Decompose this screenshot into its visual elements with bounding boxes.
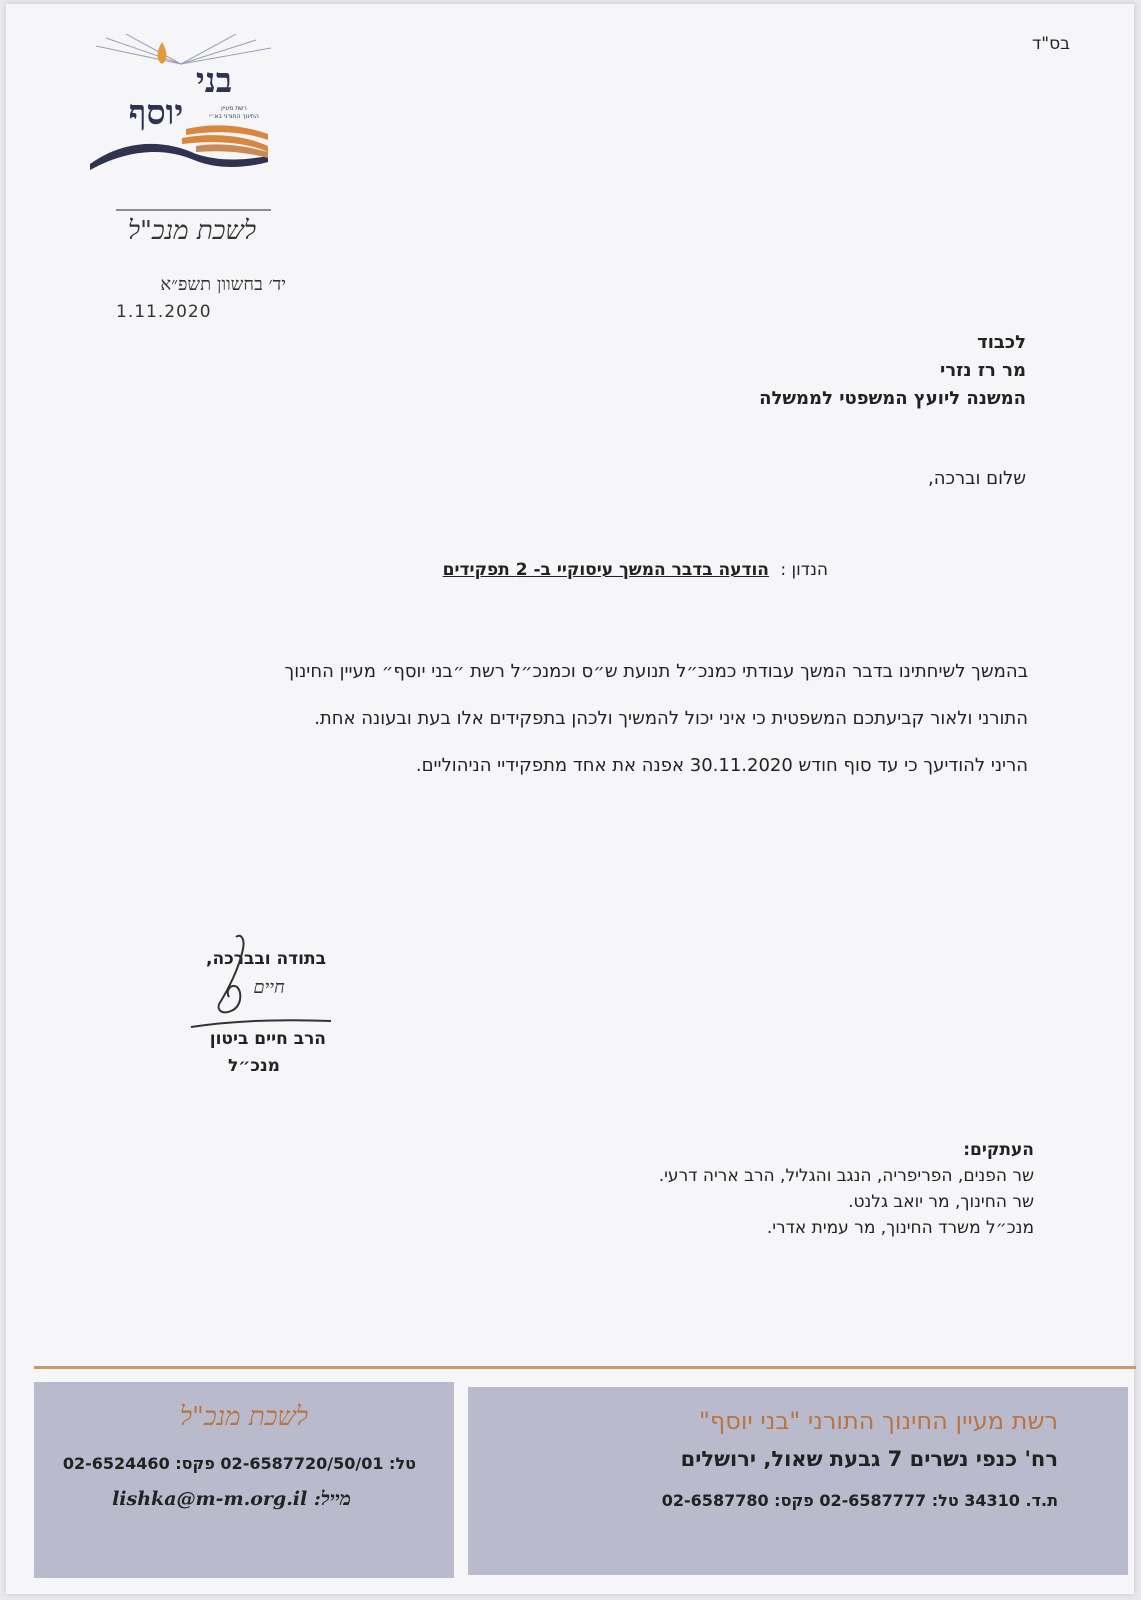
body-paragraph: בהמשך לשיחתינו בדבר המשך עבודתי כמנכ״ל תנועת ש״ס וכמנכ״ל רשת ״בני יוסף״ מעיין החינוך (284, 661, 1028, 682)
svg-text:בני: בני (195, 61, 233, 101)
footer-network-contact: ת.ד. 34310 טל: 02-6587777 פקס: 02-6587780 (661, 1491, 1058, 1510)
footer-divider (34, 1366, 1136, 1369)
letter-body (128, 648, 1028, 789)
signer-title: מנכ״ל (228, 1056, 280, 1076)
hebrew-date: יד׳ בחשוון תשפ״א (160, 274, 286, 295)
body-paragraph: התורני ולאור קביעתכם המשפטית כי איני יכול להמשיך ולכהן בתפקידים אלו בעת ובעונה אחת. (314, 708, 1028, 729)
addressee-name: מר רז נזרי (940, 360, 1026, 381)
svg-text:יוסף: יוסף (128, 93, 184, 133)
copies-block (474, 1137, 1034, 1241)
copies-item: מנכ״ל משרד החינוך, מר עמית אדרי. (766, 1218, 1034, 1238)
copies-header: העתקים: (963, 1140, 1034, 1160)
svg-text:החינוך התורני בא״י: החינוך התורני בא״י (209, 113, 259, 120)
copies-item: שר הפנים, הפריפריה, הנגב והגליל, הרב אריה דרעי. (658, 1166, 1034, 1186)
bsd-mark: בס"ד (1032, 34, 1070, 54)
footer-office-title: לשכת מנכ"ל (179, 1402, 308, 1432)
office-title: לשכת מנכ"ל (127, 216, 256, 246)
footer-office-phones: טל: 02-6587720/50/01 פקס: 02-6524460 (62, 1454, 416, 1473)
gregorian-date: 1.11.2020 (116, 302, 212, 322)
subject-text: הודעה בדבר המשך עיסוקיי ב- 2 תפקידים (442, 560, 769, 580)
svg-text:רשת מעיין: רשת מעיין (221, 105, 247, 112)
footer-office-box (34, 1382, 454, 1578)
footer-network-box (468, 1387, 1128, 1575)
body-paragraph: הריני להודיעך כי עד סוף חודש 30.11.2020 אפנה את אחד מתפקידיי הניהוליים. (415, 755, 1028, 776)
svg-text:חיים: חיים (253, 977, 285, 998)
bnei-yosef-logo (86, 34, 276, 179)
letter-page (6, 4, 1134, 1594)
addressee-title: המשנה ליועץ המשפטי לממשלה (759, 388, 1026, 409)
subject-line (443, 560, 828, 580)
addressee-salutation: לכבוד (977, 332, 1026, 353)
footer-network-address: רח' כנפי נשרים 7 גבעת שאול, ירושלים (680, 1447, 1058, 1471)
copies-item: שר החינוך, מר יואב גלנט. (848, 1192, 1034, 1212)
footer-network-title: רשת מעיין החינוך התורני "בני יוסף" (698, 1407, 1058, 1435)
footer-office-email: מייל: lishka@m-m.org.il (112, 1488, 351, 1510)
closing: בתודה ובברכה, (206, 949, 326, 969)
signer-name: הרב חיים ביטון (209, 1029, 326, 1049)
subject-label: הנדון : (780, 560, 828, 580)
logo-divider (116, 209, 271, 211)
addressee-block (606, 329, 1026, 413)
greeting: שלום וברכה, (927, 468, 1026, 489)
